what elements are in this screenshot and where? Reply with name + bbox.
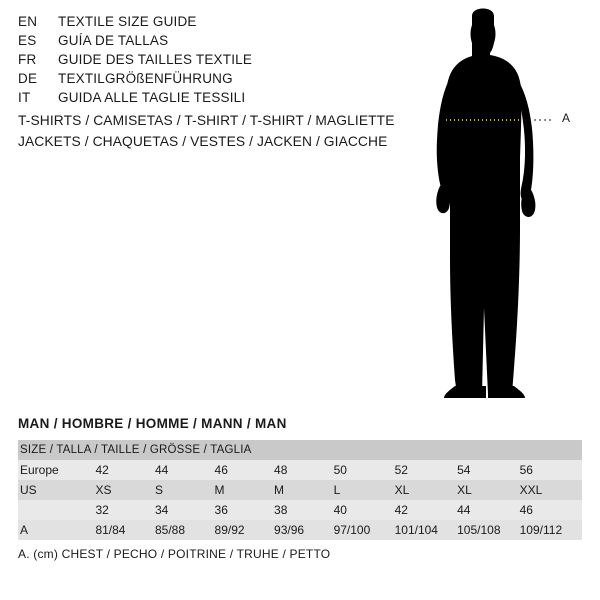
size-table xyxy=(18,440,582,540)
table-row xyxy=(18,520,582,540)
cell-a-6: 105/108 xyxy=(457,520,520,540)
language-text-fr: GUIDE DES TAILLES TEXTILE xyxy=(58,52,253,67)
cell-usnum-5: 42 xyxy=(395,500,458,520)
cell-us-4: L xyxy=(334,480,395,500)
male-figure-illustration xyxy=(400,8,600,408)
cell-europe-6: 54 xyxy=(457,460,520,480)
row-label-europe: Europe xyxy=(18,460,95,480)
cell-usnum-3: 38 xyxy=(274,500,334,520)
language-text-es: GUÍA DE TALLAS xyxy=(58,33,169,48)
cell-europe-4: 50 xyxy=(334,460,395,480)
cell-europe-2: 46 xyxy=(215,460,275,480)
cell-us-5: XL xyxy=(395,480,458,500)
cell-us-6: XL xyxy=(457,480,520,500)
category-tshirts: T-SHIRTS / CAMISETAS / T-SHIRT / T-SHIRT / MAGLIETTE xyxy=(18,113,395,128)
cell-us-2: M xyxy=(215,480,275,500)
row-label-us-numeric xyxy=(18,500,95,520)
section-title-man: MAN / HOMBRE / HOMME / MANN / MAN xyxy=(18,416,287,431)
language-row-de xyxy=(18,71,398,90)
language-code-it: IT xyxy=(18,90,31,105)
table-row xyxy=(18,500,582,520)
cell-a-3: 93/96 xyxy=(274,520,334,540)
language-row-es xyxy=(18,33,398,52)
cell-europe-3: 48 xyxy=(274,460,334,480)
language-code-en: EN xyxy=(18,14,38,29)
cell-a-4: 97/100 xyxy=(334,520,395,540)
language-row-it xyxy=(18,90,398,109)
language-header-block xyxy=(18,14,398,109)
row-label-a: A xyxy=(18,520,95,540)
cell-usnum-2: 36 xyxy=(215,500,275,520)
cell-usnum-0: 32 xyxy=(95,500,155,520)
figure-svg xyxy=(400,8,600,408)
row-label-us: US xyxy=(18,480,95,500)
language-code-es: ES xyxy=(18,33,37,48)
table-header-label: SIZE / TALLA / TAILLE / GRÖSSE / TAGLIA xyxy=(18,440,582,460)
language-row-en xyxy=(18,14,398,33)
cell-europe-1: 44 xyxy=(155,460,215,480)
language-text-en: TEXTILE SIZE GUIDE xyxy=(58,14,197,29)
language-code-de: DE xyxy=(18,71,38,86)
garment-category-block xyxy=(18,110,418,152)
measure-label-a: A xyxy=(562,111,571,125)
cell-europe-5: 52 xyxy=(395,460,458,480)
cell-a-0: 81/84 xyxy=(95,520,155,540)
language-row-fr xyxy=(18,52,398,71)
language-text-de: TEXTILGRÖßENFÜHRUNG xyxy=(58,71,233,86)
cell-us-0: XS xyxy=(95,480,155,500)
cell-us-7: XXL xyxy=(520,480,582,500)
table-row xyxy=(18,480,582,500)
category-jackets: JACKETS / CHAQUETAS / VESTES / JACKEN / GIACCHE xyxy=(18,134,388,149)
cell-a-5: 101/104 xyxy=(395,520,458,540)
cell-usnum-7: 46 xyxy=(520,500,582,520)
cell-usnum-6: 44 xyxy=(457,500,520,520)
cell-a-7: 109/112 xyxy=(520,520,582,540)
language-code-fr: FR xyxy=(18,52,37,67)
cell-usnum-4: 40 xyxy=(334,500,395,520)
cell-usnum-1: 34 xyxy=(155,500,215,520)
cell-a-2: 89/92 xyxy=(215,520,275,540)
measurement-footnote: A. (cm) CHEST / PECHO / POITRINE / TRUHE / PETTO xyxy=(18,547,331,561)
table-header-row xyxy=(18,440,582,460)
cell-us-3: M xyxy=(274,480,334,500)
cell-europe-0: 42 xyxy=(95,460,155,480)
cell-us-1: S xyxy=(155,480,215,500)
cell-a-1: 85/88 xyxy=(155,520,215,540)
cell-europe-7: 56 xyxy=(520,460,582,480)
table-row xyxy=(18,460,582,480)
language-text-it: GUIDA ALLE TAGLIE TESSILI xyxy=(58,90,246,105)
